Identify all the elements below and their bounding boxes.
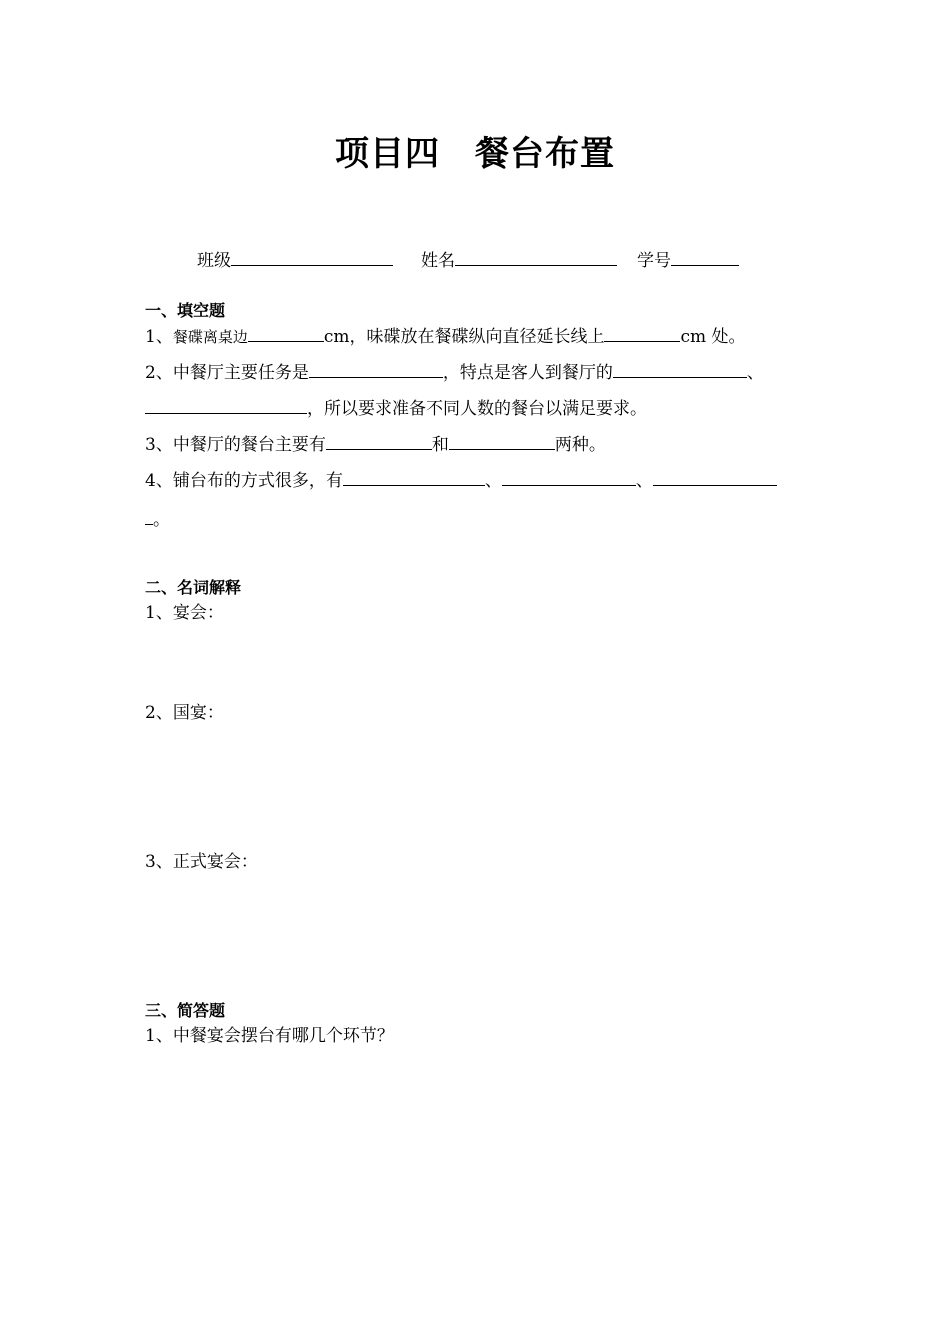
question-2-continued: ，所以要求准备不同人数的餐台以满足要求。: [145, 397, 647, 420]
student-number-blank[interactable]: [671, 249, 739, 266]
q4-blank-1[interactable]: [343, 469, 485, 486]
q2-blank-1[interactable]: [309, 361, 443, 378]
term-1: 1、宴会：: [145, 603, 224, 623]
question-4: 4、铺台布的方式很多，有 、 、: [145, 469, 777, 492]
q2-blank-3[interactable]: [145, 397, 307, 414]
question-2: 2、中餐厅主要任务是 ，特点是客人到餐厅的 、: [145, 363, 764, 383]
section-heading-terms: 二、名词解释: [145, 578, 242, 597]
question-4-continued: 。: [145, 508, 170, 531]
q2-blank-2[interactable]: [613, 361, 747, 378]
name-blank[interactable]: [455, 249, 617, 266]
q3-blank-1[interactable]: [326, 433, 432, 450]
name-label: 姓名: [421, 251, 455, 271]
short-answer-1: 1、中餐宴会摆台有哪几个环节？: [145, 1026, 394, 1046]
section-heading-short-answer: 三、简答题: [145, 1001, 226, 1020]
q1-blank-1[interactable]: [248, 325, 324, 342]
class-blank[interactable]: [231, 249, 393, 266]
term-3: 3、正式宴会：: [145, 852, 258, 872]
q3-blank-2[interactable]: [449, 433, 555, 450]
class-label: 班级: [197, 251, 231, 271]
q4-blank-2[interactable]: [502, 469, 636, 486]
question-1: 1、餐碟离桌边 cm，味碟放在餐碟纵向直径延长线上 cm 处。: [145, 327, 746, 347]
student-number-label: 学号: [637, 251, 671, 271]
term-2: 2、国宴：: [145, 703, 224, 723]
q4-blank-3-tail[interactable]: [145, 508, 153, 525]
student-info-row: [197, 249, 739, 272]
q4-blank-3[interactable]: [653, 469, 777, 486]
page-title: 项目四 餐台布置: [335, 134, 615, 174]
section-heading-fill-in: 一、填空题: [145, 301, 226, 320]
question-3: 3、中餐厅的餐台主要有 和 两种。: [145, 435, 606, 455]
q1-blank-2[interactable]: [604, 325, 680, 342]
